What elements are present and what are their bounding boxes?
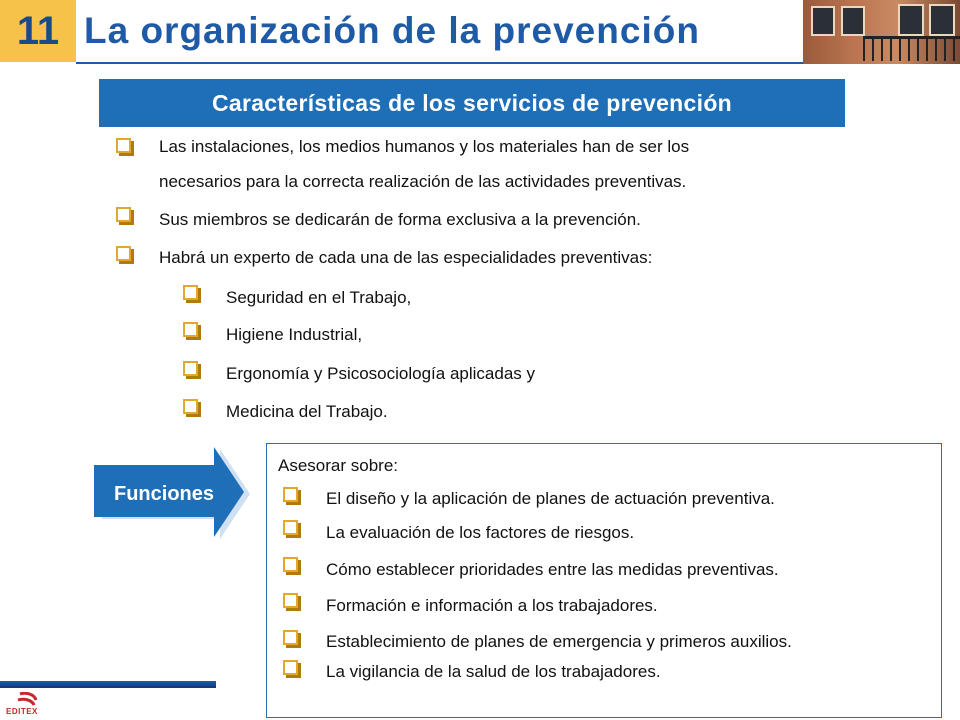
sublist-item: Ergonomía y Psicosociología aplicadas y: [226, 364, 535, 383]
list-item: Las instalaciones, los medios humanos y los materiales han de ser los: [159, 137, 690, 156]
chapter-number: 11: [0, 0, 76, 62]
footer-logo-text: EDITEX: [6, 707, 38, 716]
checkbox-square-icon: [116, 246, 131, 261]
list-item: Sus miembros se dedicarán de forma exclusiva a la prevención.: [159, 210, 641, 229]
checkbox-square-icon: [183, 399, 198, 414]
checkbox-square-icon: [183, 361, 198, 376]
checkbox-square-icon: [183, 322, 198, 337]
section-title-banner: Características de los servicios de prevención: [99, 79, 845, 127]
checkbox-square-icon: [283, 660, 298, 675]
title-divider: [76, 62, 803, 64]
sublist-item: Higiene Industrial,: [226, 325, 363, 344]
function-item: Cómo establecer prioridades entre las medidas preventivas.: [326, 560, 779, 579]
function-item: La evaluación de los factores de riesgos.: [326, 523, 635, 542]
checkbox-square-icon: [283, 487, 298, 502]
page-title: La organización de la prevención: [84, 10, 700, 51]
header-photo: [803, 0, 960, 64]
checkbox-square-icon: [283, 630, 298, 645]
functions-intro: Asesorar sobre:: [278, 456, 398, 475]
list-item: Habrá un experto de cada una de las especialidades preventivas:: [159, 248, 653, 267]
sublist-item: Medicina del Trabajo.: [226, 402, 388, 421]
checkbox-square-icon: [283, 593, 298, 608]
checkbox-square-icon: [116, 138, 131, 153]
function-item: Formación e información a los trabajadores.: [326, 596, 658, 615]
checkbox-square-icon: [283, 520, 298, 535]
checkbox-square-icon: [116, 207, 131, 222]
function-item: Establecimiento de planes de emergencia y primeros auxilios.: [326, 632, 792, 651]
functions-label: Funciones: [113, 483, 214, 505]
function-item: El diseño y la aplicación de planes de actuación preventiva.: [326, 489, 775, 508]
footer-bar: [0, 681, 216, 688]
list-item-continuation: necesarios para la correcta realización de las actividades preventivas.: [159, 172, 687, 191]
sublist-item: Seguridad en el Trabajo,: [226, 288, 412, 307]
checkbox-square-icon: [283, 557, 298, 572]
checkbox-square-icon: [183, 285, 198, 300]
function-item: La vigilancia de la salud de los trabajadores.: [326, 662, 661, 681]
